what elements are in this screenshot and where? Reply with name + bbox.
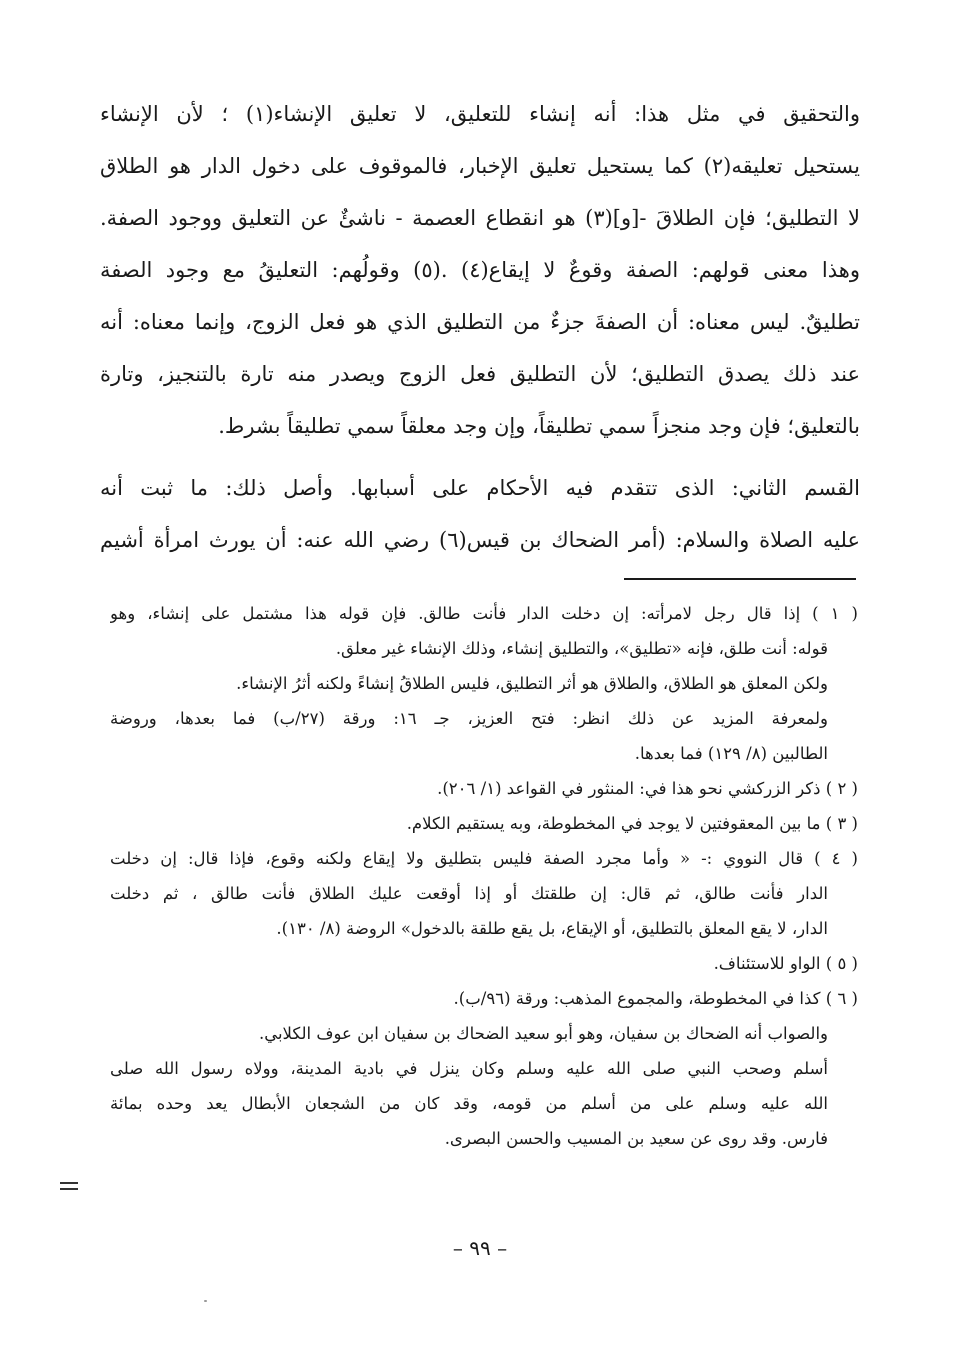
main-text-line: يستحيل تعليقه(٢) كما يستحيل تعليق الإخبار، فالموقوف على دخول الدار هو الطلاق (100, 154, 860, 178)
main-text-line: تطليقٌ. ليس معناه: أن الصفةَ جزءٌ من التطليق الذي هو فعل الزوج، وإنما معناه: أنه (100, 310, 860, 334)
footnote-line: ( ٢ ) ذكر الزركشي نحو هذا في: المنثور في القواعد (١/ ٢٠٦). (437, 779, 858, 798)
footnote-line: ولكن المعلق هو الطلاق، والطلاق هو أثر التطليق، فليس الطلاقُ إنشاءً ولكنه أثرُ الإنشاء. (236, 674, 828, 693)
footnote-line: ( ٣ ) ما بين المعقوفتين لا يوجد في المخطوطة، وبه يستقيم الكلام. (406, 814, 858, 833)
main-text-line: القسم الثاني: الذى تتقدم فيه الأحكام على أسبابها. وأصل ذلك: ما ثبت أنه (100, 476, 860, 500)
main-text (100, 88, 860, 566)
footnotes (110, 596, 858, 1156)
footnote-line: الطالبين (٨/ ١٢٩) فما بعدها. (634, 744, 828, 763)
scan-speck (204, 1300, 207, 1302)
footnote-line: ولمعرفة المزيد عن ذلك انظر: فتح العزيز، جـ ١٦: ورقة (٢٧/ب) فما بعدها، وروضة (110, 709, 829, 728)
footnote-line: الله عليه وسلم على من أسلم من قومه، وقد كان من الشجعان الأبطال يعد وحده بمائة (110, 1094, 828, 1113)
footnote-line: ( ١ ) إذا قال رجل لامرأته: إن دخلت الدار فأنت طالق. فإن قوله هذا مشتمل على إنشاء، وهو (110, 604, 858, 623)
paragraph-gap (100, 452, 860, 462)
footnote-line: ( ٦ ) كذا في المخطوطة، والمجموع المذهب: ورقة (٩٦/ب). (453, 989, 858, 1008)
footnote-separator (624, 578, 856, 580)
footnote-line: أسلم وصحب النبي صلى الله عليه وسلم وكان ينزل في بادية المدينة، وولاه رسول الله صلى (110, 1059, 828, 1078)
footnote-line: ( ٤ ) قال النووي :- « وأما مجرد الصفة فليس بتطليق ولا إيقاع ولكنه وقوع، فإذا قال: إن دخلت (110, 849, 858, 868)
margin-mark (60, 1182, 78, 1192)
footnote-line: ( ٥ ) الواو للاستئناف. (713, 954, 858, 973)
footnote-line: والصواب أنه الضحاك بن سفيان، وهو أبو سعيد الضحاك بن سفيان ابن عوف الكلابي. (258, 1024, 828, 1043)
footnote-line: فارس. وقد روى عن سعيد بن المسيب والحسن البصرى. (444, 1129, 828, 1148)
footnote-line: الدار فأنت طالق، ثم قال: إن طلقتك أو إذا أوقعت عليك الطلاق فأنت طالق ، ثم دخلت (110, 884, 828, 903)
main-text-line: والتحقيق في مثل هذا: أنه إنشاء للتعليق، لا تعليق الإنشاء(١) ؛ لأن الإنشاء (100, 102, 860, 126)
main-text-line: عند ذلك يصدق التطليق؛ لأن التطليق فعل الزوج ويصدر منه تارة بالتنجيز، وتارة (100, 362, 860, 386)
main-text-line: لا التطليق؛ فإن الطلاقَ -[و](٣) هو انقطاع العصمة - ناشئٌ عن التعليق ووجود الصفة. (100, 206, 860, 230)
footnote-line: قوله: أنت طلق، فإنه «تطليق»، والتطليق إنشاء، وذلك الإنشاء غير معلق. (335, 639, 828, 658)
main-text-line: عليه الصلاة والسلام: (أمر الضحاك بن قيس(٦) رضي الله عنه: أن يورث امرأة أشيم (100, 528, 860, 552)
main-text-line: بالتعليق؛ فإن وجد منجزاً سمي تطليقاً، وإن وجد معلقاً سمي تطليقاً بشرط. (218, 414, 860, 438)
main-text-line: وهذا معنى قولهم: الصفة وقوعٌ لا إيقاع(٤) .(٥) وقولُهم: التعليقُ مع وجود الصفة (100, 258, 860, 282)
footnote-line: الدار، لا يقع المعلق بالتطليق، أو الإيقاع، بل يقع طلقة بالدخول» الروضة (٨/ ١٣٠). (276, 919, 828, 938)
page-number: – ٩٩ – (452, 1236, 508, 1260)
